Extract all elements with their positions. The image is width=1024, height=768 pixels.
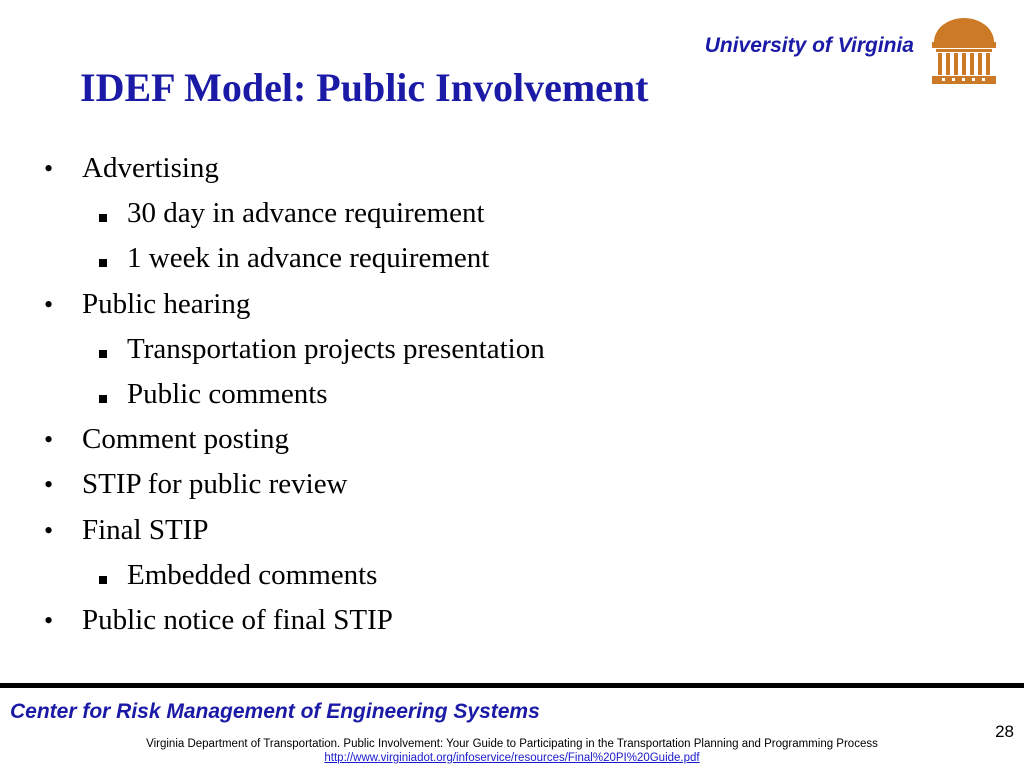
square-bullet-icon	[99, 327, 127, 372]
bullet-item	[44, 282, 545, 327]
square-bullet-icon	[99, 372, 127, 417]
bullet-item	[44, 598, 545, 643]
bullet-list	[44, 146, 545, 643]
bullet-dot-icon: •	[44, 425, 54, 455]
square-bullet-icon	[99, 236, 127, 281]
footer-divider	[0, 683, 1024, 688]
bullet-text: Public comments	[127, 377, 328, 410]
bullet-text: 30 day in advance requirement	[127, 197, 485, 230]
bullet-text: Transportation projects presentation	[127, 332, 545, 365]
bullet-dot-icon: •	[44, 515, 54, 545]
university-name: University of Virginia	[704, 34, 914, 57]
bullet-item	[44, 146, 545, 191]
slide-title: IDEF Model: Public Involvement	[80, 65, 649, 110]
bullet-text: 1 week in advance requirement	[127, 242, 490, 275]
citation-link[interactable]: http://www.virginiadot.org/infoservice/resources/Final%20PI%20Guide.pdf	[324, 752, 700, 764]
bullet-text: Final STIP	[82, 513, 209, 546]
bullet-dot-icon: •	[44, 605, 54, 635]
page-number: 28	[995, 722, 1014, 741]
bullet-item	[44, 508, 545, 553]
sub-bullet-item	[44, 191, 545, 236]
bullet-text: Embedded comments	[127, 558, 378, 591]
bullet-text: Public hearing	[82, 287, 251, 320]
bullet-item	[44, 462, 545, 507]
sub-bullet-item	[44, 553, 545, 598]
bullet-dot-icon: •	[44, 470, 54, 500]
sub-bullet-item	[44, 372, 545, 417]
bullet-item	[44, 417, 545, 462]
bullet-dot-icon: •	[44, 154, 54, 183]
center-name: Center for Risk Management of Engineering Systems	[10, 700, 540, 723]
square-bullet-icon	[99, 191, 127, 236]
bullet-dot-icon: •	[44, 289, 54, 319]
sub-bullet-item	[44, 327, 545, 372]
bullet-text: Public notice of final STIP	[82, 603, 393, 636]
sub-bullet-item	[44, 236, 545, 281]
bullet-text: Comment posting	[82, 423, 290, 456]
citation-text: Virginia Department of Transportation. Public Involvement: Your Guide to Participating in the Transportation Planning and Programming Process	[146, 738, 878, 750]
bullet-text: STIP for public review	[82, 468, 348, 501]
bullet-text: Advertising	[82, 152, 219, 184]
rotunda-logo-icon	[930, 16, 998, 86]
square-bullet-icon	[99, 553, 127, 598]
